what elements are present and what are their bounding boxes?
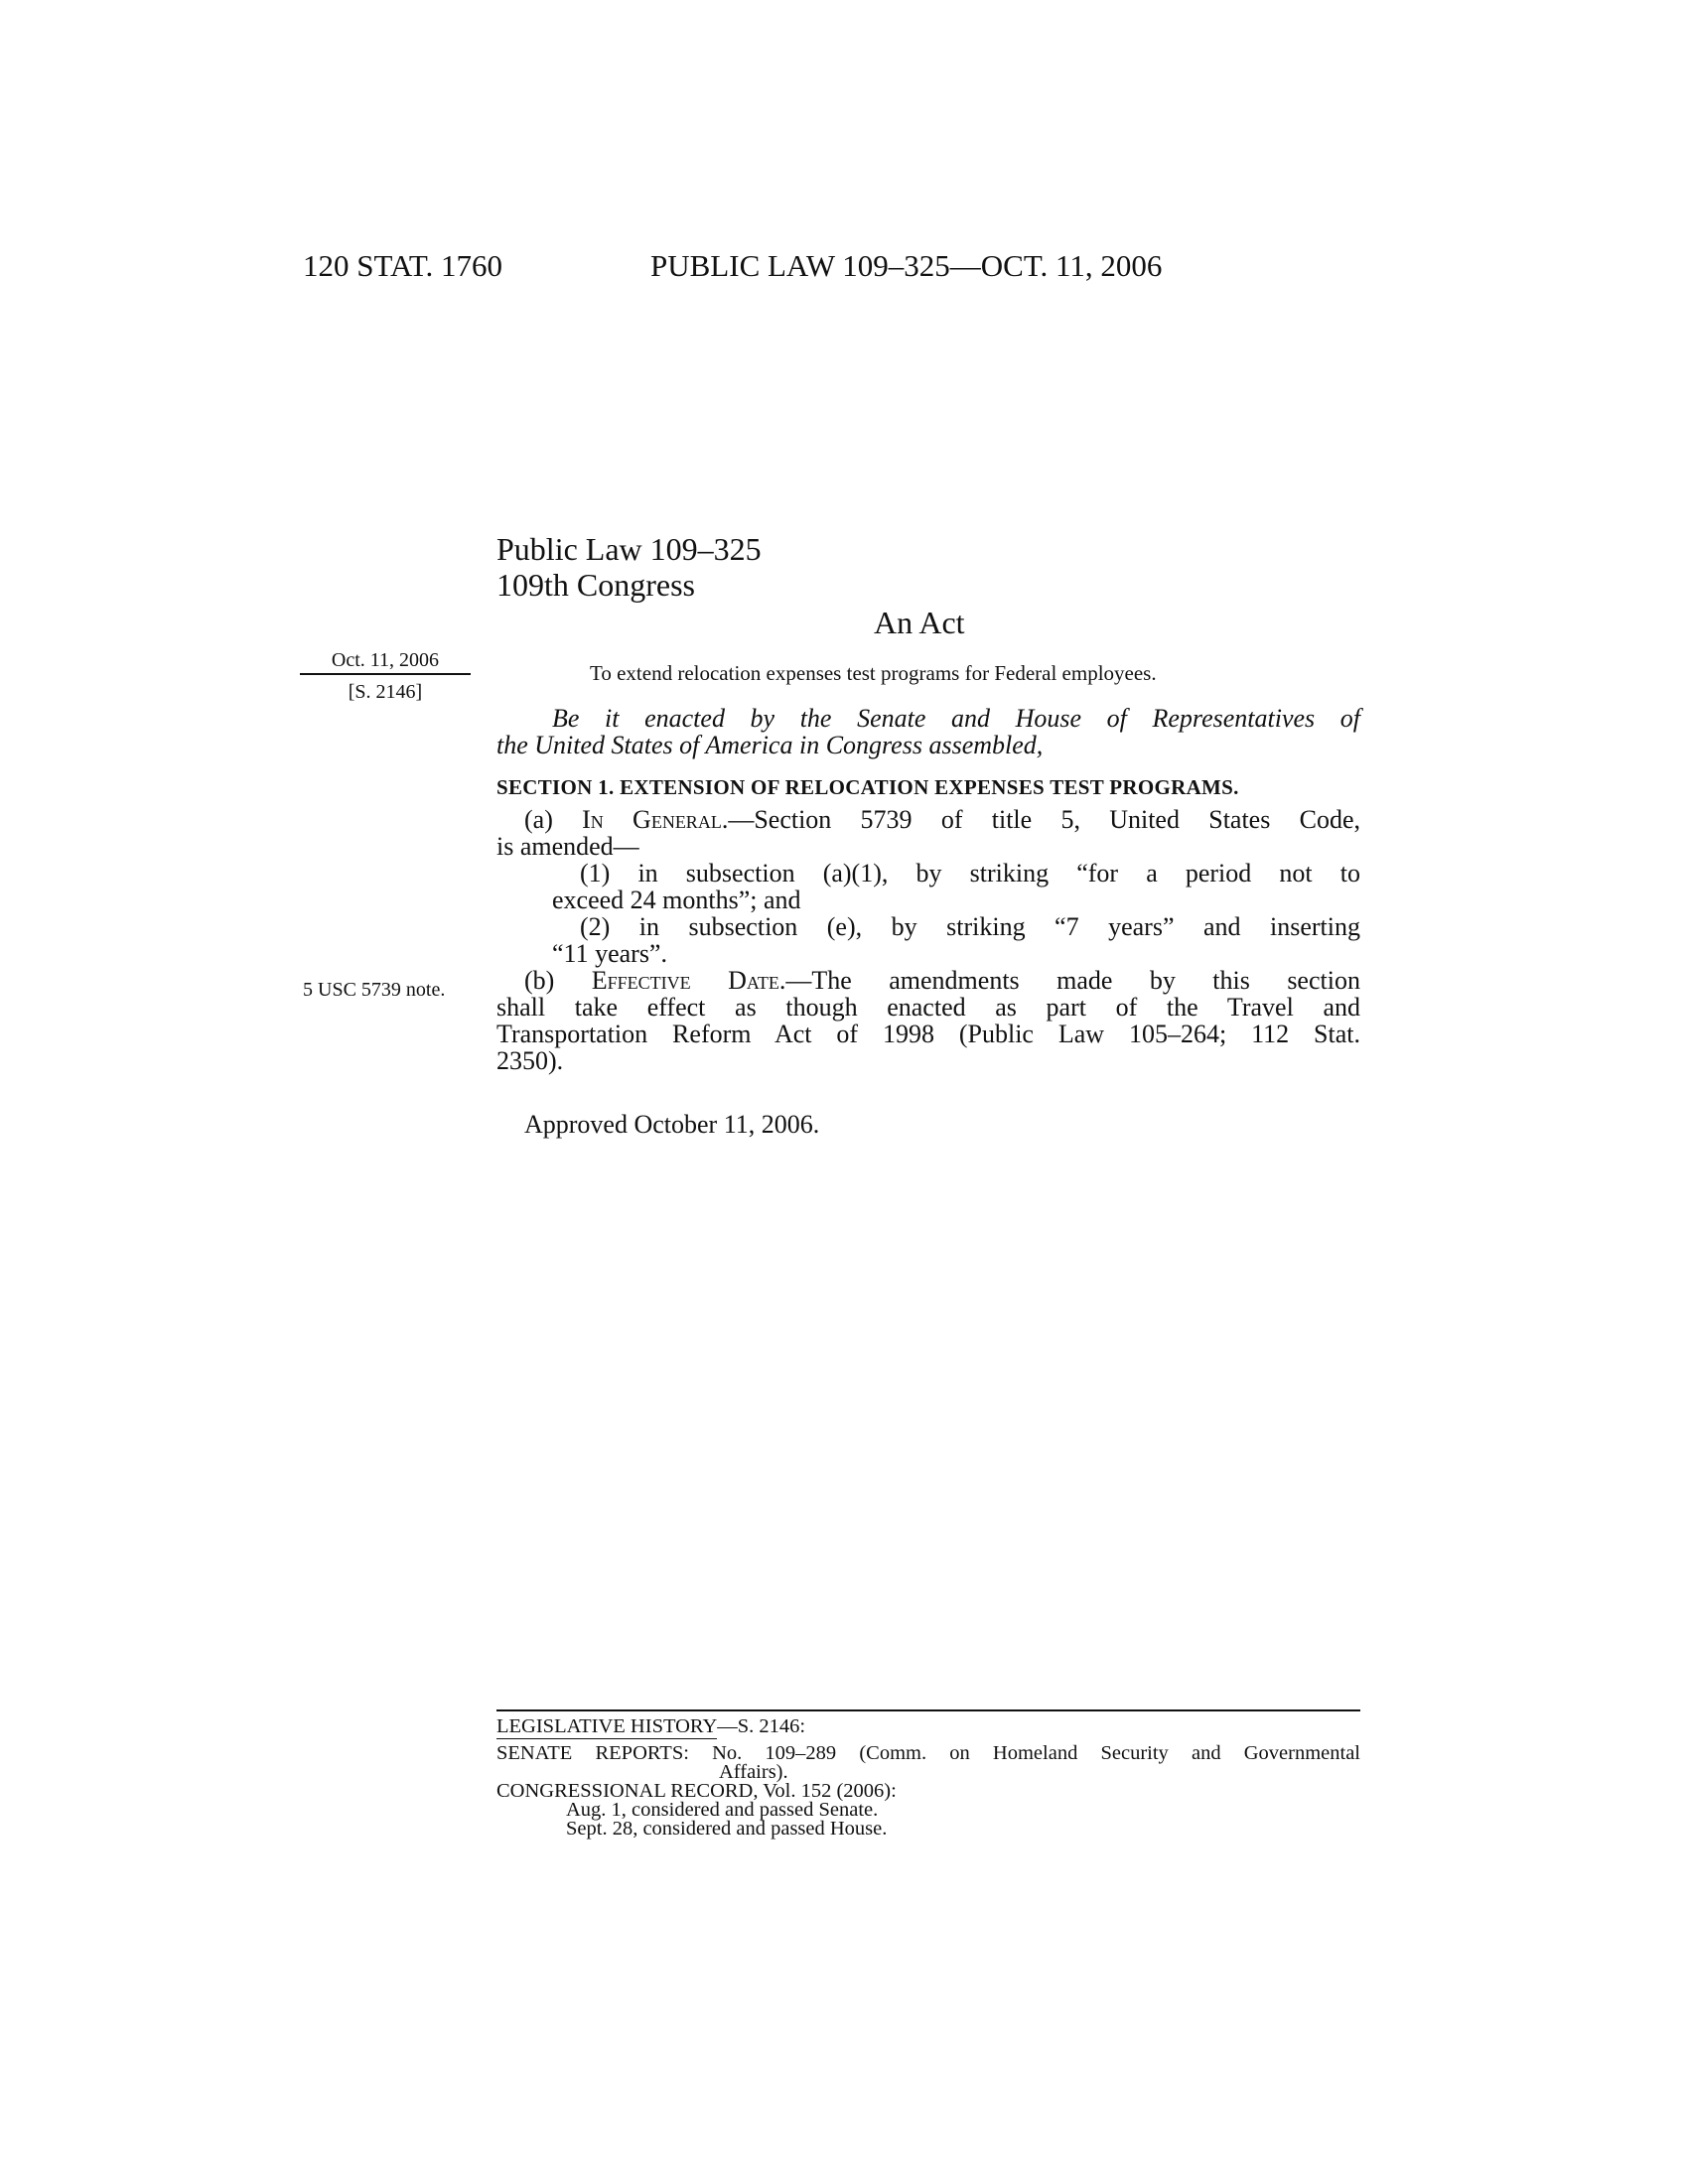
act-purpose: To extend relocation expenses test programs for Federal employees. — [590, 661, 1157, 685]
legislative-history-bill: —S. 2146: — [717, 1715, 806, 1737]
paragraph-1-line: exceed 24 months”; and — [552, 886, 801, 914]
record-entry: Aug. 1, considered and passed Senate. — [566, 1799, 879, 1821]
legislative-history — [496, 1717, 1360, 1839]
congressional-record: CONGRESSIONAL RECORD, Vol. 152 (2006): — [496, 1780, 897, 1802]
subsection-a-line: is amended— — [496, 832, 639, 861]
subsection-b-text: .—The amendments made by this section — [778, 966, 1360, 995]
paragraph-2-line: “11 years”. — [552, 939, 667, 968]
subsection-b-line: 2350). — [496, 1046, 564, 1075]
enacting-clause-line: the United States of America in Congress assembled, — [496, 731, 1044, 759]
section-body — [496, 806, 1360, 1074]
subsection-b-label: (b) — [524, 966, 592, 995]
footer-rule — [496, 1709, 1360, 1711]
paragraph-1: (1) in subsection (a)(1), by striking “for a period not to — [580, 859, 1360, 887]
stat-page-number: 120 STAT. 1760 — [303, 248, 503, 283]
subsection-b — [496, 967, 1360, 994]
margin-usc-note: 5 USC 5739 note. — [303, 979, 446, 1001]
enacting-clause-line: Be it enacted by the Senate and House of Representatives of — [552, 704, 1360, 733]
paragraph-2: (2) in subsection (e), by striking “7 years” and inserting — [580, 912, 1360, 941]
record-entry: Sept. 28, considered and passed House. — [566, 1818, 888, 1840]
legislative-history-heading — [496, 1717, 1360, 1736]
enacting-clause — [496, 705, 1360, 758]
public-law-number: Public Law 109–325 — [496, 531, 762, 567]
subsection-a-caption: In General — [582, 805, 722, 834]
senate-reports-line: Affairs). — [719, 1761, 788, 1783]
subsection-a — [496, 806, 1360, 833]
legislative-history-label: LEGISLATIVE HISTORY — [496, 1715, 718, 1737]
congress-number: 109th Congress — [496, 567, 695, 603]
subsection-b-line: Transportation Reform Act of 1998 (Public Law 105–264; 112 Stat. — [496, 1020, 1360, 1048]
act-heading: An Act — [874, 605, 965, 640]
approval-date: Approved October 11, 2006. — [524, 1110, 820, 1139]
margin-bill-number: [S. 2146] — [348, 681, 423, 703]
title-block — [496, 531, 762, 603]
margin-rule — [300, 673, 471, 675]
section-heading: SECTION 1. EXTENSION OF RELOCATION EXPENSES TEST PROGRAMS. — [496, 775, 1239, 799]
subsection-b-caption: Effective Date — [591, 966, 779, 995]
subsection-a-label: (a) — [524, 805, 583, 834]
subsection-b-line: shall take effect as though enacted as part of the Travel and — [496, 993, 1360, 1022]
senate-reports: SENATE REPORTS: No. 109–289 (Comm. on Homeland Security and Governmental — [496, 1742, 1360, 1764]
margin-date: Oct. 11, 2006 — [331, 649, 440, 671]
subsection-a-text: .—Section 5739 of title 5, United States Code, — [721, 805, 1360, 834]
running-head-title: PUBLIC LAW 109–325—OCT. 11, 2006 — [650, 248, 1163, 283]
